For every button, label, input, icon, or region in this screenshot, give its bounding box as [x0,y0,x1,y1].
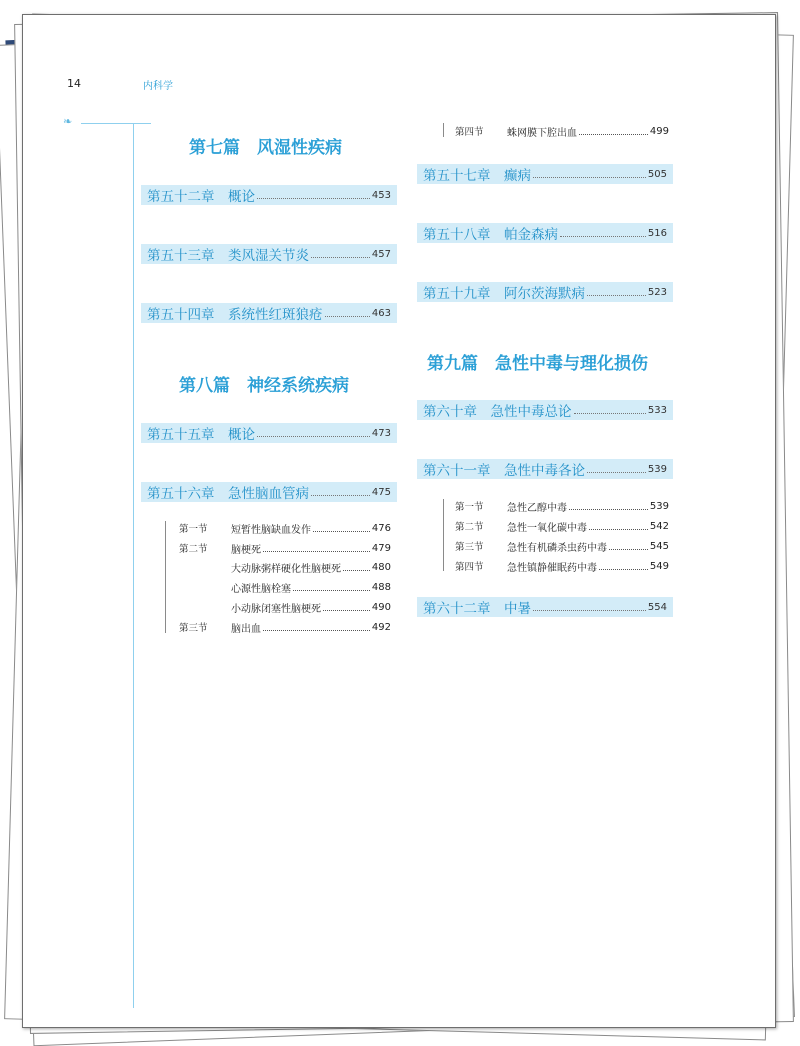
chapter-title: 第六十章 急性中毒总论 [423,404,572,420]
chapter-page: 505 [647,168,667,180]
chapter-title: 第五十八章 帕金森病 [423,227,558,243]
section-title: 短暂性脑缺血发作 [231,524,311,536]
chapter-title: 第六十二章 中暑 [423,601,531,617]
toc-section[interactable] [455,123,669,139]
running-header: 内科学 [143,81,173,92]
chapter-title: 第五十九章 阿尔茨海默病 [423,286,585,302]
section-title: 蛛网膜下腔出血 [507,127,577,139]
chapter-page: 523 [647,286,667,298]
section-title: 急性镇静催眠药中毒 [507,562,597,574]
section-bracket [443,499,444,571]
toc-section[interactable] [455,538,669,554]
leader-dots [257,197,370,199]
section-label: 第四节 [455,562,484,573]
section-page: 542 [649,520,669,532]
chapter-page: 463 [371,307,391,319]
toc-section[interactable] [455,498,669,514]
part-heading-7: 第七篇 风湿性疾病 [189,138,342,158]
toc-chapter-56[interactable] [141,482,397,502]
section-label: 第二节 [179,544,208,555]
leader-dots [587,294,646,296]
chapter-page: 516 [647,227,667,239]
chapter-page: 554 [647,601,667,613]
leader-dots [323,610,370,611]
subsection-page: 490 [371,601,391,613]
section-label: 第一节 [455,502,484,513]
subsection-title: 心源性脑栓塞 [231,583,291,595]
leader-dots [343,570,370,571]
chapter-page: 533 [647,404,667,416]
chapter-title: 第六十一章 急性中毒各论 [423,463,585,479]
leader-dots [533,176,646,178]
section-title: 急性一氧化碳中毒 [507,522,587,534]
toc-chapter-61[interactable] [417,459,673,479]
section-title: 脑出血 [231,623,261,635]
leader-dots [609,549,648,550]
chapter-title: 第五十五章 概论 [147,427,255,443]
section-page: 492 [371,621,391,633]
leader-dots [313,531,370,532]
section-page: 476 [371,522,391,534]
leader-dots [263,630,370,631]
toc-section[interactable] [455,518,669,534]
section-bracket [165,521,166,633]
chapter-title: 第五十二章 概论 [147,189,255,205]
part-heading-8: 第八篇 神经系统疾病 [179,376,349,396]
chapter-title: 第五十三章 类风湿关节炎 [147,248,309,264]
leaf-icon: ❧ [63,115,73,128]
section-title: 急性有机磷杀虫药中毒 [507,542,607,554]
toc-chapter-60[interactable] [417,400,673,420]
leader-dots [257,435,370,437]
leader-dots [587,471,646,473]
decorative-rule-vertical [133,123,134,1008]
leader-dots [263,551,370,552]
section-bracket [443,123,444,137]
toc-subsection[interactable] [231,559,391,575]
chapter-title: 第五十七章 癫病 [423,168,531,184]
subsection-page: 480 [371,561,391,573]
toc-chapter-59[interactable] [417,282,673,302]
toc-chapter-55[interactable] [141,423,397,443]
section-page: 549 [649,560,669,572]
toc-chapter-54[interactable] [141,303,397,323]
subsection-title: 大动脉粥样硬化性脑梗死 [231,563,341,575]
chapter-page: 539 [647,463,667,475]
leader-dots [533,609,646,611]
leader-dots [293,590,370,591]
subsection-title: 小动脉闭塞性脑梗死 [231,603,321,615]
section-page: 545 [649,540,669,552]
toc-chapter-58[interactable] [417,223,673,243]
section-label: 第三节 [179,623,208,634]
section-label: 第四节 [455,127,484,138]
chapter-page: 453 [371,189,391,201]
leader-dots [311,256,370,258]
leader-dots [569,509,648,510]
leader-dots [599,569,648,570]
toc-section[interactable] [179,520,391,536]
toc-chapter-53[interactable] [141,244,397,264]
section-page: 539 [649,500,669,512]
chapter-title: 第五十四章 系统性红斑狼疮 [147,307,323,323]
page-number: 14 [67,77,81,90]
toc-section[interactable] [179,619,391,635]
toc-chapter-52[interactable] [141,185,397,205]
leader-dots [311,494,370,496]
section-page: 499 [649,125,669,137]
toc-subsection[interactable] [231,599,391,615]
leader-dots [560,235,646,237]
section-label: 第三节 [455,542,484,553]
toc-section[interactable] [455,558,669,574]
leader-dots [325,315,370,317]
chapter-page: 475 [371,486,391,498]
chapter-page: 473 [371,427,391,439]
chapter-title: 第五十六章 急性脑血管病 [147,486,309,502]
toc-section[interactable] [179,540,391,556]
decorative-rule-horizontal [81,123,151,124]
toc-page [22,14,776,1028]
toc-chapter-57[interactable] [417,164,673,184]
section-page: 479 [371,542,391,554]
toc-chapter-62[interactable] [417,597,673,617]
leader-dots [589,529,648,530]
leader-dots [574,412,646,414]
section-title: 脑梗死 [231,544,261,556]
section-title: 急性乙醇中毒 [507,502,567,514]
leader-dots [579,134,648,135]
section-label: 第一节 [179,524,208,535]
section-label: 第二节 [455,522,484,533]
part-heading-9: 第九篇 急性中毒与理化损伤 [427,354,648,374]
chapter-page: 457 [371,248,391,260]
subsection-page: 488 [371,581,391,593]
toc-subsection[interactable] [231,579,391,595]
